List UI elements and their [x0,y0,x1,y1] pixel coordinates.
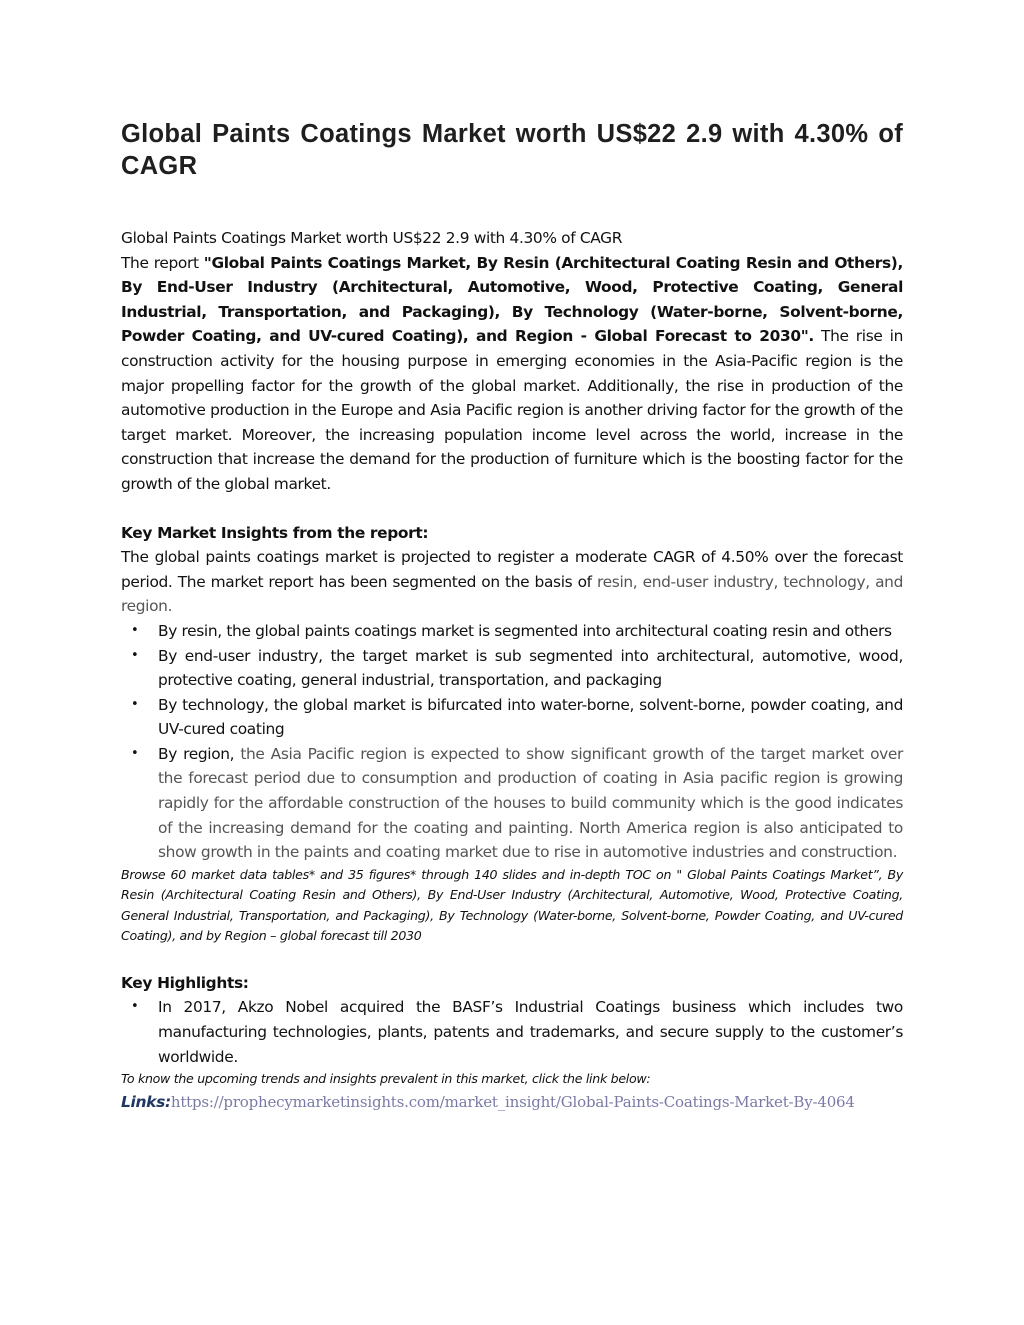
bullet-icon: • [131,696,139,712]
insights-heading: Key Market Insights from the report: [121,523,429,542]
bullet-text: By resin, the global paints coatings market is segmented into architectural coating resin and others [158,621,892,640]
page-title: Global Paints Coatings Market worth US$22 2.9 with 4.30% of CAGR [121,120,903,180]
bullet-text-gray: the Asia Pacific region is expected to show significant growth of the target market over the forecast period due to consumption and production of coating in Asia pacific region is growing rapidly for the affordable construction of the houses to build community which is the good indicates of the increasing demand for the coating and painting. North America region is also anticipated to show growth in the paints and coating market due to rise in automotive industries and construction. [158,744,903,862]
bullet-text: By technology, the global market is bifurcated into water-borne, solvent-borne, powder coating, and UV-cured coating [158,695,903,739]
insights-paragraph [121,545,903,619]
links-label: Links: [121,1092,171,1111]
intro-paragraph [121,251,903,497]
list-item [121,693,903,742]
list-item [121,619,903,644]
list-item [121,995,903,1069]
report-title: "Global Paints Coatings Market, By Resin (Architectural Coating Resin and Others), By End-User Industry (Architectural, Automotive, Wood, Protective Coating, General Industrial, Transportation, and Packaging), By Technology (Water-borne, Solvent-borne, Powder Coating, and UV-cured Coating), and Region - Global Forecast to 2030". [121,253,903,346]
highlights-bullet-list [121,995,903,1069]
bullet-icon: • [131,622,139,638]
insights-paragraph-text: The global paints coatings market is projected to register a moderate CAGR of 4.50% over the forecast period. The market report has been segmented on the basis of [121,548,903,591]
list-item [121,742,903,865]
bullet-icon: • [131,999,139,1015]
highlights-heading: Key Highlights: [121,973,249,992]
report-prefix: The report [121,253,204,272]
report-body: The rise in construction activity for the housing purpose in emerging economies in the Asia-Pacific region is the major propelling factor for the growth of the global market. Additionally, the rise in production of the automotive production in the Europe and Asia Pacific region is another driving factor for the growth of the target market. Moreover, the increasing population income level across the world, increase in the construction that increase the demand for the production of furniture which is the boosting factor for the growth of the global market. [121,327,903,493]
bullet-icon: • [131,745,139,761]
list-item [121,644,903,693]
document-page [121,118,903,1114]
bullet-text: By region, [158,744,241,763]
bullet-text: By end-user industry, the target market is sub segmented into architectural, automotive, wood, protective coating, general industrial, transportation, and packaging [158,646,903,690]
insights-paragraph-segments: resin, end-user industry, technology, and region. [121,572,903,616]
link-intro-note: To know the upcoming trends and insights prevalent in this market, click the link below: [121,1071,651,1087]
market-insight-link[interactable]: https://prophecymarketinsights.com/market_insight/Global-Paints-Coatings-Market-By-4064 [170,1092,855,1111]
insights-section [121,521,903,947]
bullet-text: In 2017, Akzo Nobel acquired the BASF’s Industrial Coatings business which includes two manufacturing technologies, plants, patents and trademarks, and secure supply to the customer’s worldwide. [158,998,903,1066]
intro-first-line: Global Paints Coatings Market worth US$22 2.9 with 4.30% of CAGR [121,229,623,247]
insights-bullet-list [121,619,903,865]
bullet-icon: • [131,647,139,663]
highlights-section [121,971,903,1114]
intro-section [121,226,903,497]
links-line [121,1090,903,1114]
browse-note: Browse 60 market data tables* and 35 figures* through 140 slides and in-depth TOC on " Global Paints Coatings Market”, By Resin (Architectural Coating Resin and Others), By End-User Industry (Architectural, Automotive, Wood, Protective Coating, General Industrial, Transportation, and Packaging), By Technology (Water-borne, Solvent-borne, Powder Coating, and UV-cured Coating), and by Region – global forecast till 2030 [121,866,903,944]
